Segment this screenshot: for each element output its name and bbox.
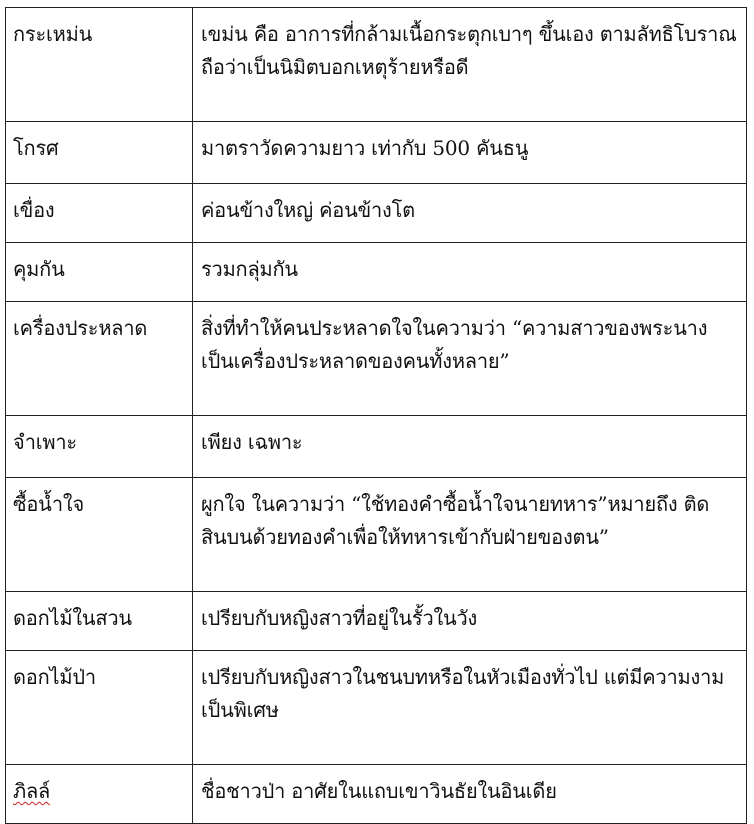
term-cell: ภิลล์ (6, 765, 193, 824)
table-row (6, 8, 747, 122)
table-row (6, 592, 747, 651)
term-cell: เครื่องประหลาด (6, 302, 193, 416)
definition-cell: เขม่น คือ อาการที่กล้ามเนื้อกระตุกเบาๆ ขึ้นเอง ตามลัทธิโบราณถือว่าเป็นนิมิตบอกเหตุร้ายหรือดี (193, 8, 747, 122)
term-cell: กระเหม่น (6, 8, 193, 122)
table-row (6, 416, 747, 478)
table-row (6, 122, 747, 184)
term-cell: ดอกไม้ในสวน (6, 592, 193, 651)
term-cell: เขื่อง (6, 184, 193, 243)
table-row (6, 478, 747, 592)
term-cell: คุมกัน (6, 243, 193, 302)
definition-cell: ผูกใจ ในความว่า “ใช้ทองคำซื้อน้ำใจนายทหาร”หมายถึง ติดสินบนด้วยทองคำเพื่อให้ทหารเข้ากับฝ่ายของตน” (193, 478, 747, 592)
term-cell: โกรศ (6, 122, 193, 184)
term-cell: จำเพาะ (6, 416, 193, 478)
definition-cell: มาตราวัดความยาว เท่ากับ 500 คันธนู (193, 122, 747, 184)
term-cell: ซื้อน้ำใจ (6, 478, 193, 592)
definition-cell: ค่อนข้างใหญ่ ค่อนข้างโต (193, 184, 747, 243)
definition-cell: เปรียบกับหญิงสาวที่อยู่ในรั้วในวัง (193, 592, 747, 651)
table-row (6, 243, 747, 302)
table-row (6, 651, 747, 765)
table-row (6, 184, 747, 243)
definition-cell: เปรียบกับหญิงสาวในชนบทหรือในหัวเมืองทั่วไป แต่มีความงามเป็นพิเศษ (193, 651, 747, 765)
definition-cell: สิ่งที่ทำให้คนประหลาดใจในความว่า “ความสาวของพระนางเป็นเครื่องประหลาดของคนทั้งหลาย” (193, 302, 747, 416)
glossary-table (5, 7, 747, 824)
term-cell: ดอกไม้ป่า (6, 651, 193, 765)
definition-cell: รวมกลุ่มกัน (193, 243, 747, 302)
table-row (6, 765, 747, 824)
definition-cell: เพียง เฉพาะ (193, 416, 747, 478)
table-row (6, 302, 747, 416)
definition-cell: ชื่อชาวป่า อาศัยในแถบเขาวินธัยในอินเดีย (193, 765, 747, 824)
